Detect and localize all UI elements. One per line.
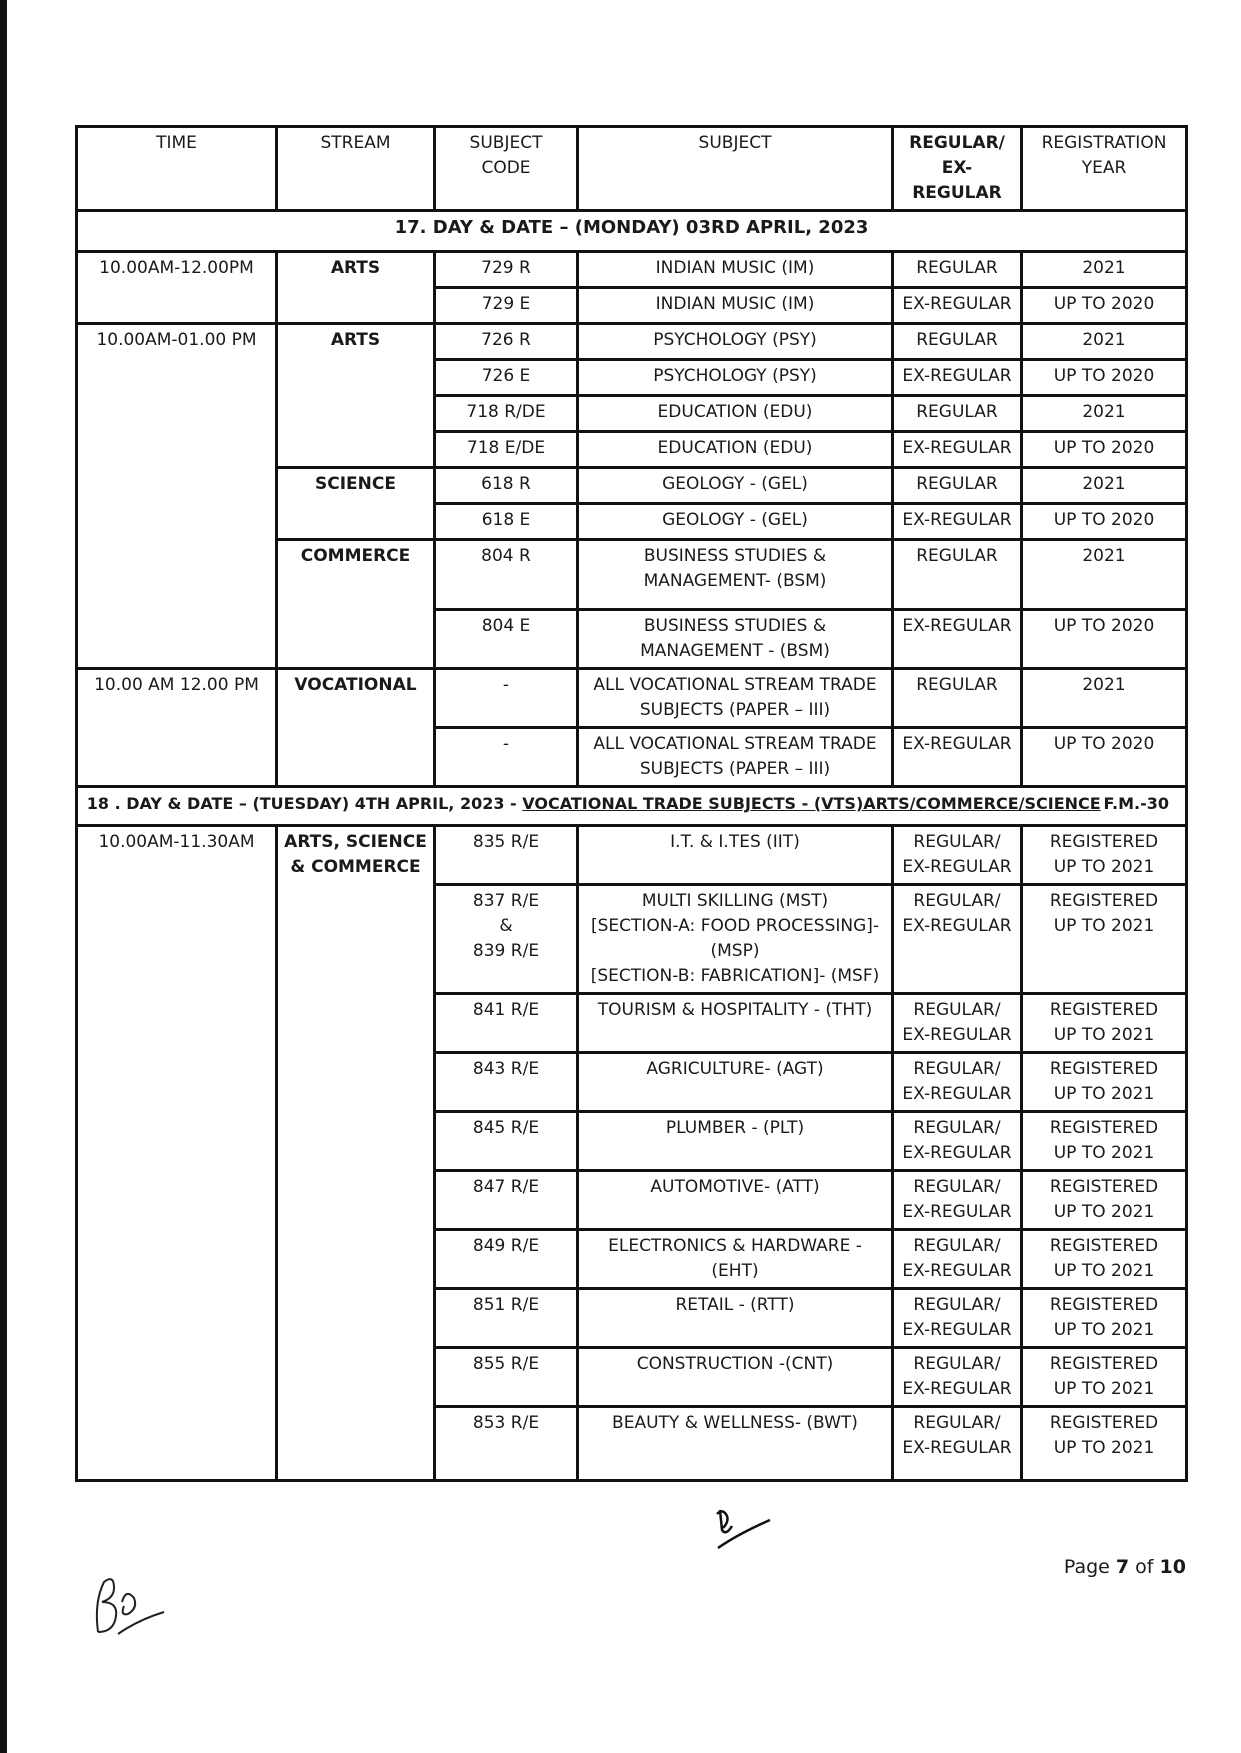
- year-line: UP TO 2021: [1053, 1202, 1155, 1222]
- subject-line: [SECTION-A: FOOD PROCESSING]-: [590, 916, 880, 936]
- registration-year: [1022, 1112, 1187, 1171]
- registration-year: UP TO 2020: [1022, 432, 1187, 468]
- subject-line: [SECTION-B: FABRICATION]- (MSF): [590, 966, 880, 986]
- subject-line: MULTI SKILLING (MST): [641, 891, 829, 911]
- type-line: REGULAR/: [913, 1413, 1001, 1433]
- type-line: REGULAR/: [913, 1295, 1001, 1315]
- candidate-type: [893, 1230, 1022, 1289]
- subject-name: BEAUTY & WELLNESS- (BWT): [578, 1407, 893, 1481]
- year-line: REGISTERED: [1049, 1059, 1159, 1079]
- page-footer: [1064, 1556, 1186, 1578]
- type-line: REGULAR/: [913, 1059, 1001, 1079]
- subject-line: (MSP): [710, 941, 760, 961]
- type-line: REGULAR/: [913, 1177, 1001, 1197]
- type-line: REGULAR/: [913, 1000, 1001, 1020]
- candidate-type: [893, 1348, 1022, 1407]
- candidate-type: [893, 1053, 1022, 1112]
- subject-name: INDIAN MUSIC (IM): [578, 288, 893, 324]
- subject-name: AGRICULTURE- (AGT): [578, 1053, 893, 1112]
- header-stream: STREAM: [277, 127, 435, 211]
- registration-year: [1022, 1053, 1187, 1112]
- stream-cell: VOCATIONAL: [277, 669, 435, 787]
- subject-name: [578, 610, 893, 669]
- subject-name: [578, 669, 893, 728]
- type-line: EX-REGULAR: [902, 857, 1012, 877]
- table-row: [77, 669, 1187, 728]
- scan-edge: [0, 0, 7, 1753]
- type-line: REGULAR/: [913, 1354, 1001, 1374]
- subject-code: 843 R/E: [435, 1053, 578, 1112]
- subject-line: MANAGEMENT - (BSM): [640, 641, 830, 661]
- header-registration-line1: REGISTRATION: [1041, 133, 1167, 153]
- subject-code: 853 R/E: [435, 1407, 578, 1481]
- signature-mark-icon: [712, 1506, 782, 1556]
- year-line: REGISTERED: [1049, 832, 1159, 852]
- subject-code: 618 R: [435, 468, 578, 504]
- subject-name: RETAIL - (RTT): [578, 1289, 893, 1348]
- candidate-type: [893, 1407, 1022, 1481]
- candidate-type: REGULAR: [893, 324, 1022, 360]
- stream-line: & COMMERCE: [290, 857, 421, 877]
- full-marks: F.M.-30: [1103, 794, 1169, 813]
- day18-title: [77, 787, 1187, 826]
- stream-cell: SCIENCE: [277, 468, 435, 540]
- stream-cell: ARTS: [277, 324, 435, 468]
- subject-name: EDUCATION (EDU): [578, 432, 893, 468]
- subject-line: BUSINESS STUDIES &: [643, 616, 827, 636]
- registration-year: [1022, 826, 1187, 885]
- subject-name: GEOLOGY - (GEL): [578, 468, 893, 504]
- subject-name: TOURISM & HOSPITALITY - (THT): [578, 994, 893, 1053]
- stream-cell: [277, 826, 435, 1481]
- registration-year: [1022, 994, 1187, 1053]
- subject-code: 851 R/E: [435, 1289, 578, 1348]
- time-slot: 10.00AM-11.30AM: [77, 826, 277, 1481]
- subject-code: 726 R: [435, 324, 578, 360]
- candidate-type: EX-REGULAR: [893, 360, 1022, 396]
- registration-year: [1022, 1289, 1187, 1348]
- subject-code: 718 R/DE: [435, 396, 578, 432]
- subject-name: PLUMBER - (PLT): [578, 1112, 893, 1171]
- type-line: EX-REGULAR: [902, 1379, 1012, 1399]
- registration-year: UP TO 2020: [1022, 610, 1187, 669]
- subject-line: SUBJECTS (PAPER – III): [639, 700, 831, 720]
- subject-name: EDUCATION (EDU): [578, 396, 893, 432]
- candidate-type: EX-REGULAR: [893, 504, 1022, 540]
- type-line: EX-REGULAR: [902, 1320, 1012, 1340]
- registration-year: [1022, 1230, 1187, 1289]
- registration-year: [1022, 1171, 1187, 1230]
- subject-name: PSYCHOLOGY (PSY): [578, 360, 893, 396]
- candidate-type: [893, 885, 1022, 994]
- subject-code: 835 R/E: [435, 826, 578, 885]
- year-line: UP TO 2021: [1053, 1379, 1155, 1399]
- page-of: of: [1135, 1556, 1154, 1578]
- year-line: REGISTERED: [1049, 1295, 1159, 1315]
- code-line: &: [499, 916, 513, 936]
- year-line: UP TO 2021: [1053, 916, 1155, 936]
- candidate-type: [893, 994, 1022, 1053]
- time-slot: 10.00AM-12.00PM: [77, 252, 277, 324]
- year-line: UP TO 2021: [1053, 1143, 1155, 1163]
- day17-title: 17. DAY & DATE – (MONDAY) 03RD APRIL, 2023: [77, 211, 1187, 252]
- subject-name: AUTOMOTIVE- (ATT): [578, 1171, 893, 1230]
- year-line: REGISTERED: [1049, 1413, 1159, 1433]
- candidate-type: [893, 1171, 1022, 1230]
- subject-name: I.T. & I.TES (IIT): [578, 826, 893, 885]
- registration-year: 2021: [1022, 324, 1187, 360]
- subject-code: 804 E: [435, 610, 578, 669]
- page-total: 10: [1159, 1556, 1186, 1578]
- year-line: REGISTERED: [1049, 1354, 1159, 1374]
- table-row: [77, 324, 1187, 360]
- year-line: REGISTERED: [1049, 1177, 1159, 1197]
- subject-code: 729 E: [435, 288, 578, 324]
- candidate-type: [893, 826, 1022, 885]
- registration-year: 2021: [1022, 540, 1187, 610]
- day18-title-prefix: 18 . DAY & DATE – (TUESDAY) 4TH APRIL, 2023 -: [86, 794, 523, 813]
- subject-code: 729 R: [435, 252, 578, 288]
- type-line: EX-REGULAR: [902, 1143, 1012, 1163]
- registration-year: 2021: [1022, 669, 1187, 728]
- candidate-type: REGULAR: [893, 468, 1022, 504]
- header-regular-line1: REGULAR/: [909, 133, 1005, 153]
- type-line: REGULAR/: [913, 832, 1001, 852]
- year-line: UP TO 2021: [1053, 1438, 1155, 1458]
- time-slot: 10.00AM-01.00 PM: [77, 324, 277, 669]
- day18-title-underlined: VOCATIONAL TRADE SUBJECTS - (VTS)ARTS/COMMERCE/SCIENCE: [522, 794, 1101, 813]
- stream-cell: COMMERCE: [277, 540, 435, 669]
- subject-line: MANAGEMENT- (BSM): [643, 571, 827, 591]
- type-line: REGULAR/: [913, 1118, 1001, 1138]
- day17-title-row: [77, 211, 1187, 252]
- registration-year: UP TO 2020: [1022, 360, 1187, 396]
- page-number: 7: [1115, 1556, 1130, 1578]
- registration-year: 2021: [1022, 468, 1187, 504]
- type-line: EX-REGULAR: [902, 1084, 1012, 1104]
- registration-year: [1022, 885, 1187, 994]
- subject-name: ELECTRONICS & HARDWARE - (EHT): [578, 1230, 893, 1289]
- registration-year: [1022, 1348, 1187, 1407]
- year-line: REGISTERED: [1049, 1236, 1159, 1256]
- type-line: EX-REGULAR: [902, 1025, 1012, 1045]
- candidate-type: REGULAR: [893, 396, 1022, 432]
- type-line: EX-REGULAR: [902, 1202, 1012, 1222]
- subject-code: 718 E/DE: [435, 432, 578, 468]
- header-registration: [1022, 127, 1187, 211]
- subject-code: -: [435, 728, 578, 787]
- table-row: [77, 252, 1187, 288]
- subject-code: 849 R/E: [435, 1230, 578, 1289]
- initials-signature-icon: [88, 1572, 168, 1642]
- subject-name: [578, 540, 893, 610]
- candidate-type: [893, 1112, 1022, 1171]
- candidate-type: EX-REGULAR: [893, 432, 1022, 468]
- candidate-type: EX-REGULAR: [893, 728, 1022, 787]
- subject-code: 804 R: [435, 540, 578, 610]
- registration-year: UP TO 2020: [1022, 504, 1187, 540]
- type-line: REGULAR/: [913, 891, 1001, 911]
- year-line: REGISTERED: [1049, 891, 1159, 911]
- subject-code: 841 R/E: [435, 994, 578, 1053]
- registration-year: 2021: [1022, 252, 1187, 288]
- subject-code: -: [435, 669, 578, 728]
- code-line: 837 R/E: [472, 891, 540, 911]
- subject-code: [435, 885, 578, 994]
- subject-name: [578, 885, 893, 994]
- year-line: REGISTERED: [1049, 1118, 1159, 1138]
- candidate-type: EX-REGULAR: [893, 610, 1022, 669]
- subject-code: 845 R/E: [435, 1112, 578, 1171]
- registration-year: UP TO 2020: [1022, 288, 1187, 324]
- code-line: 839 R/E: [472, 941, 540, 961]
- table-row: [77, 826, 1187, 885]
- subject-name: PSYCHOLOGY (PSY): [578, 324, 893, 360]
- stream-line: ARTS, SCIENCE: [284, 832, 427, 852]
- type-line: EX-REGULAR: [902, 1261, 1012, 1281]
- subject-code: 726 E: [435, 360, 578, 396]
- year-line: UP TO 2021: [1053, 1084, 1155, 1104]
- candidate-type: REGULAR: [893, 540, 1022, 610]
- subject-line: ALL VOCATIONAL STREAM TRADE: [593, 675, 877, 695]
- header-subject: SUBJECT: [578, 127, 893, 211]
- subject-line: SUBJECTS (PAPER – III): [639, 759, 831, 779]
- year-line: UP TO 2021: [1053, 1261, 1155, 1281]
- header-registration-line2: YEAR: [1081, 158, 1127, 178]
- year-line: REGISTERED: [1049, 1000, 1159, 1020]
- header-time: TIME: [77, 127, 277, 211]
- header-subject-code-line2: CODE: [481, 158, 531, 178]
- year-line: UP TO 2021: [1053, 1025, 1155, 1045]
- subject-name: CONSTRUCTION -(CNT): [578, 1348, 893, 1407]
- header-subject-code: [435, 127, 578, 211]
- exam-schedule-table: [75, 125, 1188, 1482]
- page-prefix: Page: [1063, 1556, 1110, 1578]
- registration-year: [1022, 1407, 1187, 1481]
- subject-name: INDIAN MUSIC (IM): [578, 252, 893, 288]
- subject-name: [578, 728, 893, 787]
- candidate-type: [893, 1289, 1022, 1348]
- registration-year: 2021: [1022, 396, 1187, 432]
- stream-cell: ARTS: [277, 252, 435, 324]
- day18-title-row: [77, 787, 1187, 826]
- subject-line: BUSINESS STUDIES &: [643, 546, 827, 566]
- type-line: REGULAR/: [913, 1236, 1001, 1256]
- time-slot: 10.00 AM 12.00 PM: [77, 669, 277, 787]
- subject-line: ALL VOCATIONAL STREAM TRADE: [593, 734, 877, 754]
- registration-year: UP TO 2020: [1022, 728, 1187, 787]
- candidate-type: EX-REGULAR: [893, 288, 1022, 324]
- subject-code: 855 R/E: [435, 1348, 578, 1407]
- subject-code: 847 R/E: [435, 1171, 578, 1230]
- candidate-type: REGULAR: [893, 669, 1022, 728]
- type-line: EX-REGULAR: [902, 1438, 1012, 1458]
- header-subject-code-line1: SUBJECT: [469, 133, 543, 153]
- subject-code: 618 E: [435, 504, 578, 540]
- header-regular: [893, 127, 1022, 211]
- header-row: [77, 127, 1187, 211]
- year-line: UP TO 2021: [1053, 1320, 1155, 1340]
- candidate-type: REGULAR: [893, 252, 1022, 288]
- year-line: UP TO 2021: [1053, 857, 1155, 877]
- type-line: EX-REGULAR: [902, 916, 1012, 936]
- header-regular-line2: EX-REGULAR: [912, 158, 1002, 203]
- subject-name: GEOLOGY - (GEL): [578, 504, 893, 540]
